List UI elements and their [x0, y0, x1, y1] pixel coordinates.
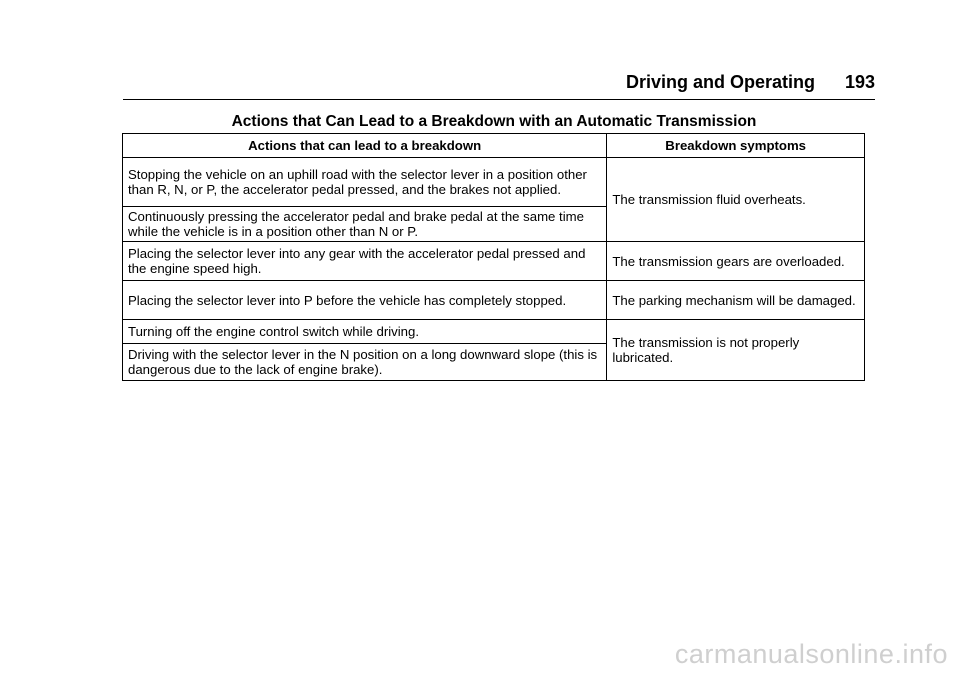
action-cell: Turning off the engine control switch while driving. — [123, 320, 607, 344]
breakdown-table — [122, 133, 865, 381]
action-cell: Stopping the vehicle on an uphill road with the selector lever in a position other than R, N, or P, the accelerator pedal pressed, and the brakes not applied. — [123, 158, 607, 207]
symptom-cell: The transmission fluid overheats. — [607, 158, 865, 242]
page-header — [123, 70, 875, 100]
table-header-row — [123, 134, 865, 158]
section-title: Driving and Operating — [625, 72, 815, 92]
table-row — [123, 242, 865, 281]
symptom-cell: The parking mechanism will be damaged. — [607, 281, 865, 320]
column-header-actions: Actions that can lead to a breakdown — [123, 134, 607, 158]
action-cell: Placing the selector lever into P before the vehicle has completely stopped. — [123, 281, 607, 320]
action-cell: Continuously pressing the accelerator pedal and brake pedal at the same time while the vehicle is in a position other than N or P. — [123, 207, 607, 242]
action-cell: Driving with the selector lever in the N position on a long downward slope (this is dangerous due to the lack of engine brake). — [123, 344, 607, 381]
table-row — [123, 320, 865, 344]
table-title: Actions that Can Lead to a Breakdown with an Automatic Transmission — [231, 113, 757, 130]
column-header-symptoms: Breakdown symptoms — [607, 134, 865, 158]
symptom-cell: The transmission is not properly lubricated. — [607, 320, 865, 381]
symptom-cell: The transmission gears are overloaded. — [607, 242, 865, 281]
page-number: 193 — [844, 72, 875, 92]
table-row — [123, 158, 865, 207]
watermark: carmanualsonline.info — [674, 639, 948, 669]
action-cell: Placing the selector lever into any gear with the accelerator pedal pressed and the engine speed high. — [123, 242, 607, 281]
table-row — [123, 281, 865, 320]
